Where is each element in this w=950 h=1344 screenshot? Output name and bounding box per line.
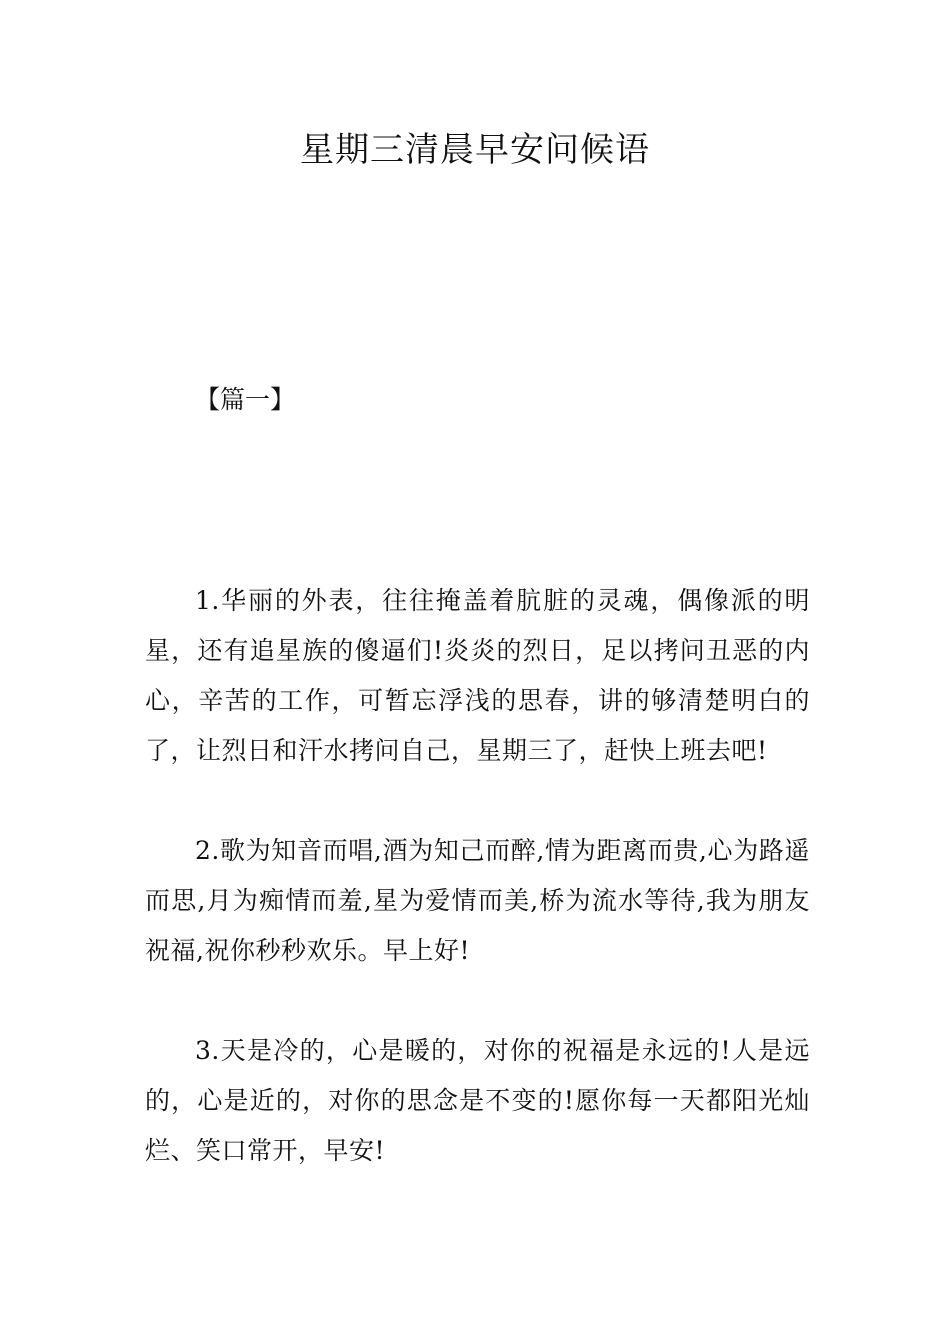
section-heading: 【篇一】 <box>195 385 296 414</box>
paragraph-2: 2.歌为知音而唱,酒为知己而醉,情为距离而贵,心为路遥而思,月为痴情而羞,星为爱情而美,桥为流水等待,我为朋友祝福,祝你秒秒欢乐。早上好! <box>145 836 810 965</box>
paragraph-1: 1.华丽的外表，往往掩盖着肮脏的灵魂，偶像派的明星，还有追星族的傻逼们!炎炎的烈日，足以拷问丑恶的内心，辛苦的工作，可暂忘浮浅的思春，讲的够清楚明白的了，让烈日和汗水拷问自己，星期三了，赶快上班去吧! <box>145 586 810 765</box>
paragraph-3: 3.天是冷的，心是暖的，对你的祝福是永远的!人是远的，心是近的，对你的思念是不变的!愿你每一天都阳光灿烂、笑口常开，早安! <box>145 1036 810 1165</box>
document-title: 星期三清晨早安问候语 <box>300 130 650 170</box>
